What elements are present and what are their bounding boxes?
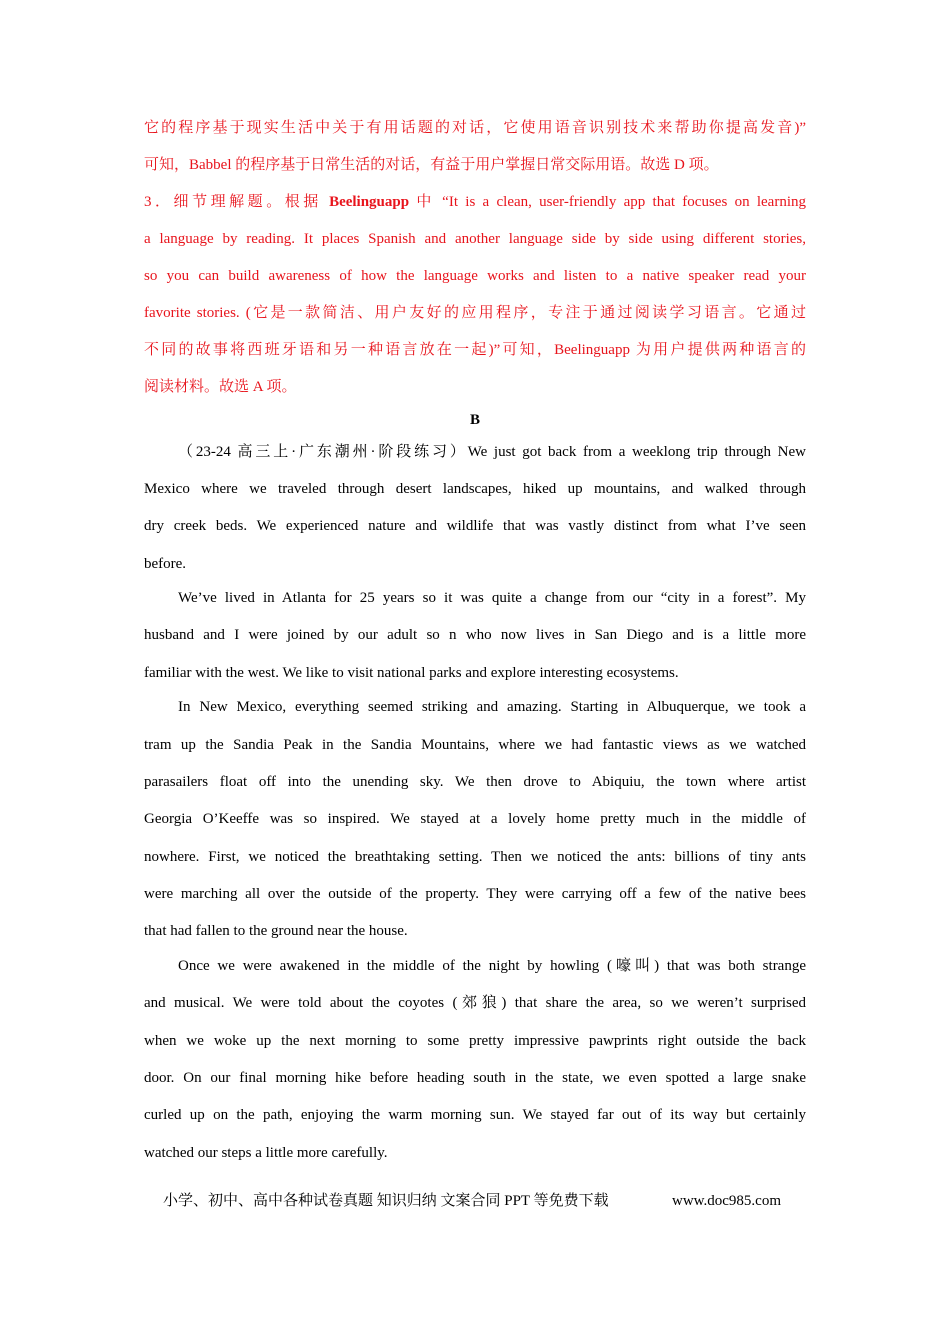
passage-line: that had fallen to the ground near the house.: [144, 923, 408, 939]
passage-line: and musical. We were told about the coyotes (郊狼) that share the area, so we weren’t surprised: [144, 995, 806, 1011]
passage-line: husband and I were joined by our adult so n who now lives in San Diego and is a little more: [144, 627, 806, 643]
passage-line: Georgia O’Keeffe was so inspired. We stayed at a lovely home pretty much in the middle of: [144, 811, 806, 827]
passage-line: Once we were awakened in the middle of the night by howling (嚎叫) that was both strange: [178, 958, 806, 974]
passage-line: curled up on the path, enjoying the warm morning sun. We stayed far out of its way but certainly: [144, 1107, 806, 1123]
app-name-beelinguapp: Beelinguapp: [329, 194, 410, 210]
answer-item-3: 3．细节理解题。根据 Beelinguapp 中 “It is a clean, user-friendly app that focuses on learning: [144, 194, 806, 210]
answer-line: a language by reading. It places Spanish and another language side by side using different stories,: [144, 231, 806, 247]
footer-url-link[interactable]: www.doc985.com: [672, 1193, 782, 1209]
passage-line: parasailers float off into the unending sky. We then drove to Abiquiu, the town where artist: [144, 774, 806, 790]
passage-line: watched our steps a little more carefully.: [144, 1145, 388, 1161]
passage-line: （23-24 高三上·广东潮州·阶段练习）We just got back from a weeklong trip through New: [178, 444, 806, 460]
passage-line: were marching all over the outside of the property. They were carrying off a few of the native bees: [144, 886, 806, 902]
answer-line: 不同的故事将西班牙语和另一种语言放在一起)”可知，Beelinguapp 为用户提供两种语言的: [144, 342, 806, 358]
passage-line: dry creek beds. We experienced nature and wildlife that was vastly distinct from what I’ve seen: [144, 518, 806, 534]
passage-line: when we woke up the next morning to some pretty impressive pawprints right outside the back: [144, 1033, 806, 1049]
passage-line: Mexico where we traveled through desert landscapes, hiked up mountains, and walked through: [144, 481, 806, 497]
passage-line: In New Mexico, everything seemed striking and amazing. Starting in Albuquerque, we took a: [178, 699, 806, 715]
answer-line: favorite stories. (它是一款简洁、用户友好的应用程序，专注于通过阅读学习语言。它通过: [144, 305, 806, 321]
passage-line: familiar with the west. We like to visit national parks and explore interesting ecosystems.: [144, 665, 679, 681]
passage-line: door. On our final morning hike before heading south in the state, we even spotted a large snake: [144, 1070, 806, 1086]
answer-line: so you can build awareness of how the language works and listen to a native speaker read your: [144, 268, 806, 284]
page-footer: [163, 1191, 793, 1211]
passage-line: before.: [144, 556, 187, 572]
passage-line: tram up the Sandia Peak in the Sandia Mountains, where we had fantastic views as we watched: [144, 737, 806, 753]
answer-line: 可知，Babbel 的程序基于日常生活的对话，有益于用户掌握日常交际用语。故选 D 项。: [144, 157, 719, 173]
answer-line: 阅读材料。故选 A 项。: [144, 379, 297, 395]
footer-text: 小学、初中、高中各种试卷真题 知识归纳 文案合同 PPT 等免费下载: [163, 1193, 609, 1209]
section-heading: B: [469, 412, 480, 428]
answer-line: 它的程序基于现实生活中关于有用话题的对话，它使用语音识别技术来帮助你提高发音)”: [144, 120, 806, 136]
passage-line: We’ve lived in Atlanta for 25 years so it was quite a change from our “city in a forest”. My: [178, 590, 806, 606]
passage-line: nowhere. First, we noticed the breathtaking setting. Then we noticed the ants: billions of tiny ants: [144, 849, 806, 865]
